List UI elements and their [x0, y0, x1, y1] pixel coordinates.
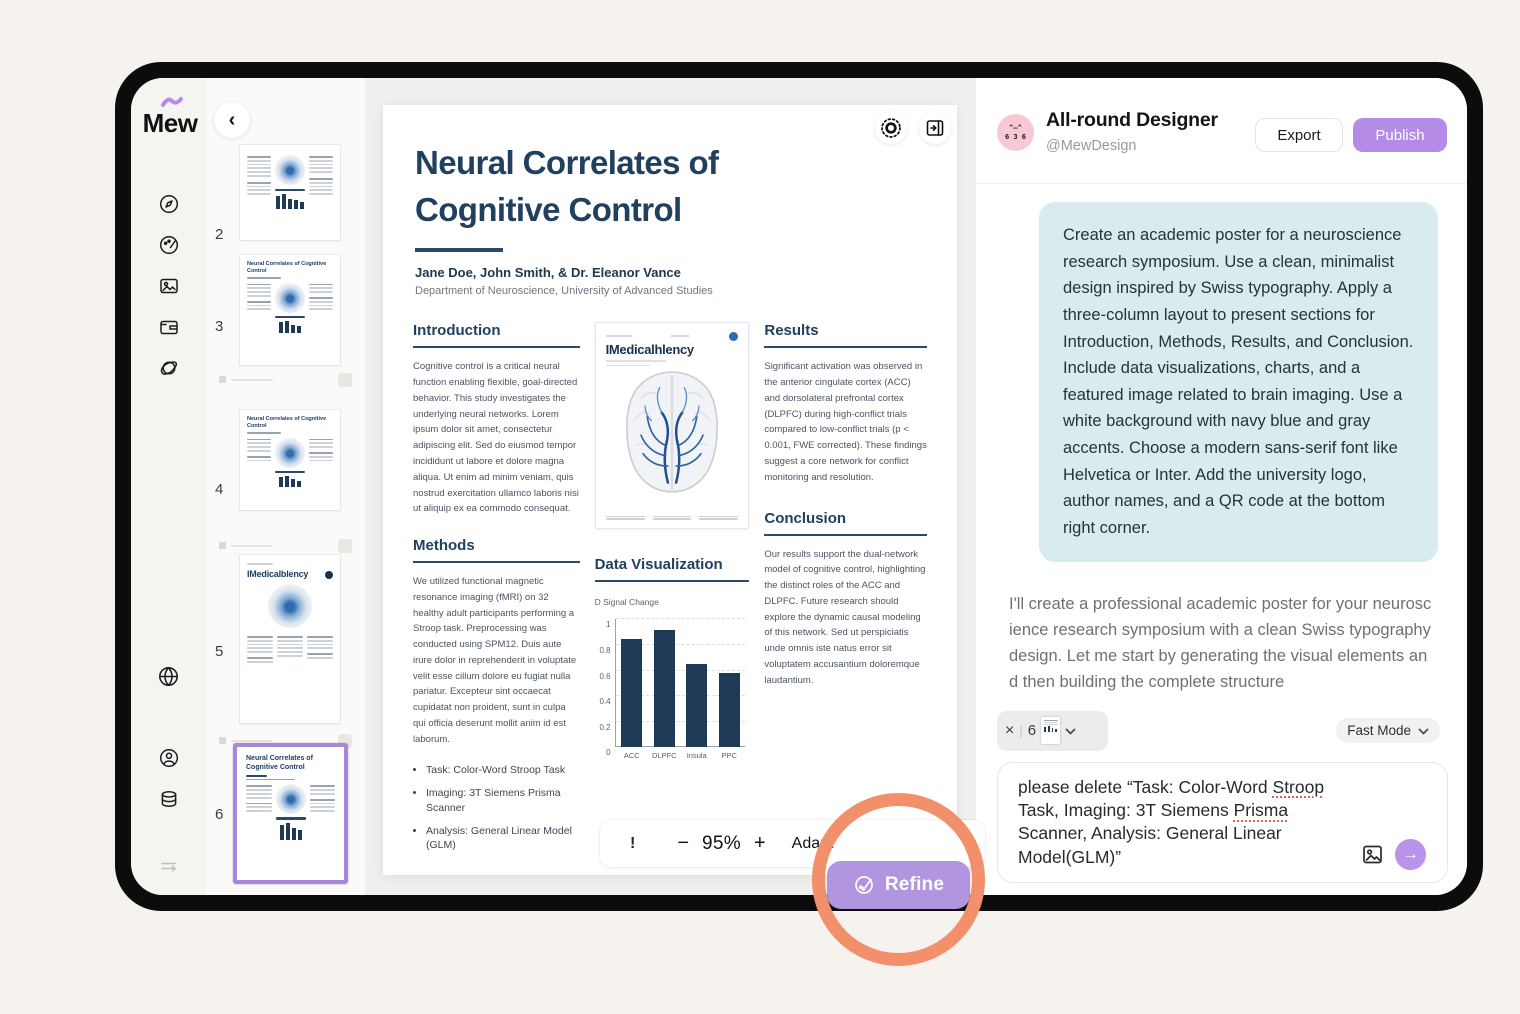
poster-title: Neural Correlates of Cognitive Control	[415, 144, 719, 229]
methods-bullet: • Imaging: 3T Siemens Prisma Scanner	[426, 786, 580, 815]
collapsed-row[interactable]	[216, 372, 355, 388]
title-rule	[415, 248, 503, 252]
focus-target-button[interactable]	[875, 112, 907, 144]
poster-page[interactable]	[383, 105, 957, 875]
zoom-out-button[interactable]: −	[677, 832, 690, 854]
x-tick-label: PPC	[721, 751, 737, 761]
logo-text: Mew	[142, 108, 198, 138]
remove-attachment-icon[interactable]: ×	[1005, 721, 1015, 739]
compass-icon[interactable]	[149, 184, 189, 224]
user-prompt-bubble: Create an academic poster for a neuroscience research symposium. Use a clean, minimalist design inspired by Swiss typography. Apply a three-column layout to present sections for Introduction, Methods, Results, and Conclusion. Include data visualizations, charts, and a featured image related to brain imaging. Use a white background with navy blue and gray accents. Choose a modern sans-serif font like Helvetica or Inter. Add the university logo, author names, and a QR code at the bottom right corner.	[1039, 202, 1438, 562]
send-arrow-icon: →	[1402, 845, 1419, 863]
attachment-chip[interactable]	[997, 711, 1108, 751]
user-icon[interactable]	[149, 738, 189, 778]
thumb-logo-dot	[325, 571, 333, 579]
bar-chart: 0 0.2 0.4 0.6 0.8 1 ACC DLPFC Insula PPC	[597, 615, 750, 765]
main-sidebar	[131, 78, 206, 895]
back-chevron-icon: ‹	[228, 108, 236, 131]
data-visualization-heading: Data Visualization	[595, 556, 750, 582]
chart-caption: D Signal Change	[594, 597, 659, 608]
chevron-down-icon[interactable]	[1065, 722, 1076, 740]
x-tick-label: DLPFC	[651, 751, 677, 761]
brain-illustration	[606, 367, 739, 495]
page-thumbnail-5[interactable]: IMedicalblency	[240, 555, 340, 723]
app-window	[131, 78, 1467, 895]
introduction-heading: Introduction	[413, 322, 580, 348]
attachment-count: 6	[1027, 722, 1037, 740]
chart-bar-PPC	[719, 673, 740, 747]
attach-image-icon[interactable]	[1360, 842, 1384, 866]
attachment-thumbnail	[1041, 717, 1060, 744]
assistant-name: All-round Designer	[1046, 109, 1218, 131]
conclusion-heading: Conclusion	[764, 510, 927, 536]
image-icon[interactable]	[149, 266, 189, 306]
page-thumbnail-3[interactable]: Neural Correlates of Cognitive Control	[240, 255, 340, 365]
logo-squiggle-icon	[161, 96, 183, 108]
mode-label: Fast Mode	[1347, 723, 1411, 739]
page-thumbnail-6-selected[interactable]: Neural Correlates of Cognitive Control	[233, 743, 348, 884]
collapsed-row[interactable]	[216, 538, 355, 554]
back-button[interactable]	[214, 102, 250, 138]
figure-title: IMedicalhlency	[605, 342, 694, 358]
methods-bullet: • Analysis: General Linear Model (GLM)	[426, 824, 580, 853]
assistant-handle: @MewDesign	[1046, 138, 1137, 154]
figure-logo-dot	[729, 332, 738, 341]
canvas-zoom-toolbar	[600, 820, 985, 867]
results-body: Significant activation was observed in the anterior cingulate cortex (ACC) and dorsolateral prefrontal cortex (DLPFC) during high-conflict trials compared to low-conflict trials (p < 0.001, FWE corrected). These findings suggest a core network for conflict monitoring and resolution.	[764, 361, 927, 483]
chat-input-text[interactable]: please delete “Task: Color-Word Stroop Task, Imaging: 3T Siemens Prisma Scanner, Analysis: General Linear Model(GLM)”	[1018, 776, 1325, 867]
collapse-panel-button[interactable]	[919, 112, 951, 144]
menu-arrows-icon[interactable]	[149, 846, 189, 886]
page-thumbnail-4[interactable]: Neural Correlates of Cognitive Control	[240, 410, 340, 510]
refine-button[interactable]	[827, 861, 970, 909]
adapt-button[interactable]: Adapt	[791, 834, 834, 852]
mode-selector[interactable]	[1336, 718, 1440, 743]
results-heading: Results	[764, 322, 927, 348]
brain-figure	[595, 322, 750, 529]
methods-heading: Methods	[413, 537, 580, 563]
assistant-reply: I'll create a professional academic poster for your neuroscience research symposium with a clean Swiss typography design. Let me start by generating the visual elements and then building the complete structure	[1009, 594, 1432, 691]
page-number: 4	[215, 481, 224, 498]
page-number: 2	[215, 226, 224, 243]
poster-authors: Jane Doe, John Smith, & Dr. Eleanor Vance	[415, 265, 681, 281]
page-number: 6	[215, 806, 224, 823]
methods-bullet-list	[426, 763, 580, 852]
chat-input[interactable]	[997, 762, 1448, 883]
refine-label: Refine	[884, 874, 945, 895]
introduction-body: Cognitive control is a critical neural function enabling flexible, goal-directed behavior. This study investigates the underlying neural networks. Lorem ipsum dolor sit amet, consectetur adipiscing elit. Sed do eiusmod tempor incididunt ut labore et dolore magna aliqua. Ut enim ad minim veniam, quis nostrud exercitation ullamco laboris nisi ut aliquip ex ea commodo consequat.	[413, 361, 579, 515]
chip-divider: |	[1019, 723, 1023, 739]
database-icon[interactable]	[149, 779, 189, 819]
page-thumbnail-2[interactable]	[240, 145, 340, 240]
methods-body: We utilized functional magnetic resonance imaging (fMRI) on 32 healthy adult participants performing a Stroop task. Preprocessing was conducted using SPM12. Duis aute irure dolor in reprehenderit in voluptate velit esse cillum dolore eu fugiat nulla pariatur. Excepteur sint occaecat cupidatat non proident, sunt in culpa qui officia deserunt mollit anim id est laborum.	[413, 576, 577, 745]
avatar[interactable]: ^–^ 6 3 6	[997, 114, 1034, 151]
chart-bar-ACC	[621, 639, 642, 748]
assistant-panel	[975, 78, 1467, 895]
methods-bullet: • Task: Color-Word Stroop Task	[426, 763, 580, 778]
alert-icon[interactable]: !	[630, 834, 636, 852]
globe-icon[interactable]	[149, 656, 189, 696]
poster-affiliation: Department of Neuroscience, University of Advanced Studies	[415, 285, 713, 298]
export-button[interactable]: Export	[1255, 118, 1343, 152]
publish-button[interactable]: Publish	[1353, 118, 1447, 152]
assistant-header	[976, 78, 1467, 184]
mew-logo[interactable]	[137, 108, 203, 139]
send-button[interactable]	[1395, 839, 1426, 870]
device-frame	[115, 62, 1483, 911]
palette-icon	[853, 874, 875, 896]
x-tick-label: ACC	[623, 751, 640, 761]
page-number: 5	[215, 643, 224, 660]
design-canvas	[365, 78, 975, 895]
chart-bar-DLPFC	[654, 630, 675, 748]
zoom-in-button[interactable]: +	[753, 832, 766, 854]
zoom-level: 95%	[702, 832, 741, 854]
wallet-icon[interactable]	[149, 307, 189, 347]
chart-bar-Insula	[686, 664, 707, 747]
palette-icon[interactable]	[149, 225, 189, 265]
chevron-down-icon	[1418, 723, 1429, 738]
page-number: 3	[215, 318, 224, 335]
page-thumbnails-panel	[206, 78, 365, 895]
conclusion-body: Our results support the dual-network model of cognitive control, highlighting the distinct roles of the ACC and DLPFC. Future research should explore the dynamic causal modeling of this network. Sed ut perspiciatis unde omnis iste natus error sit voluptatem accusantium doloremque laudantium.	[764, 548, 926, 686]
planet-icon[interactable]	[149, 348, 189, 388]
x-tick-label: Insula	[686, 751, 707, 761]
